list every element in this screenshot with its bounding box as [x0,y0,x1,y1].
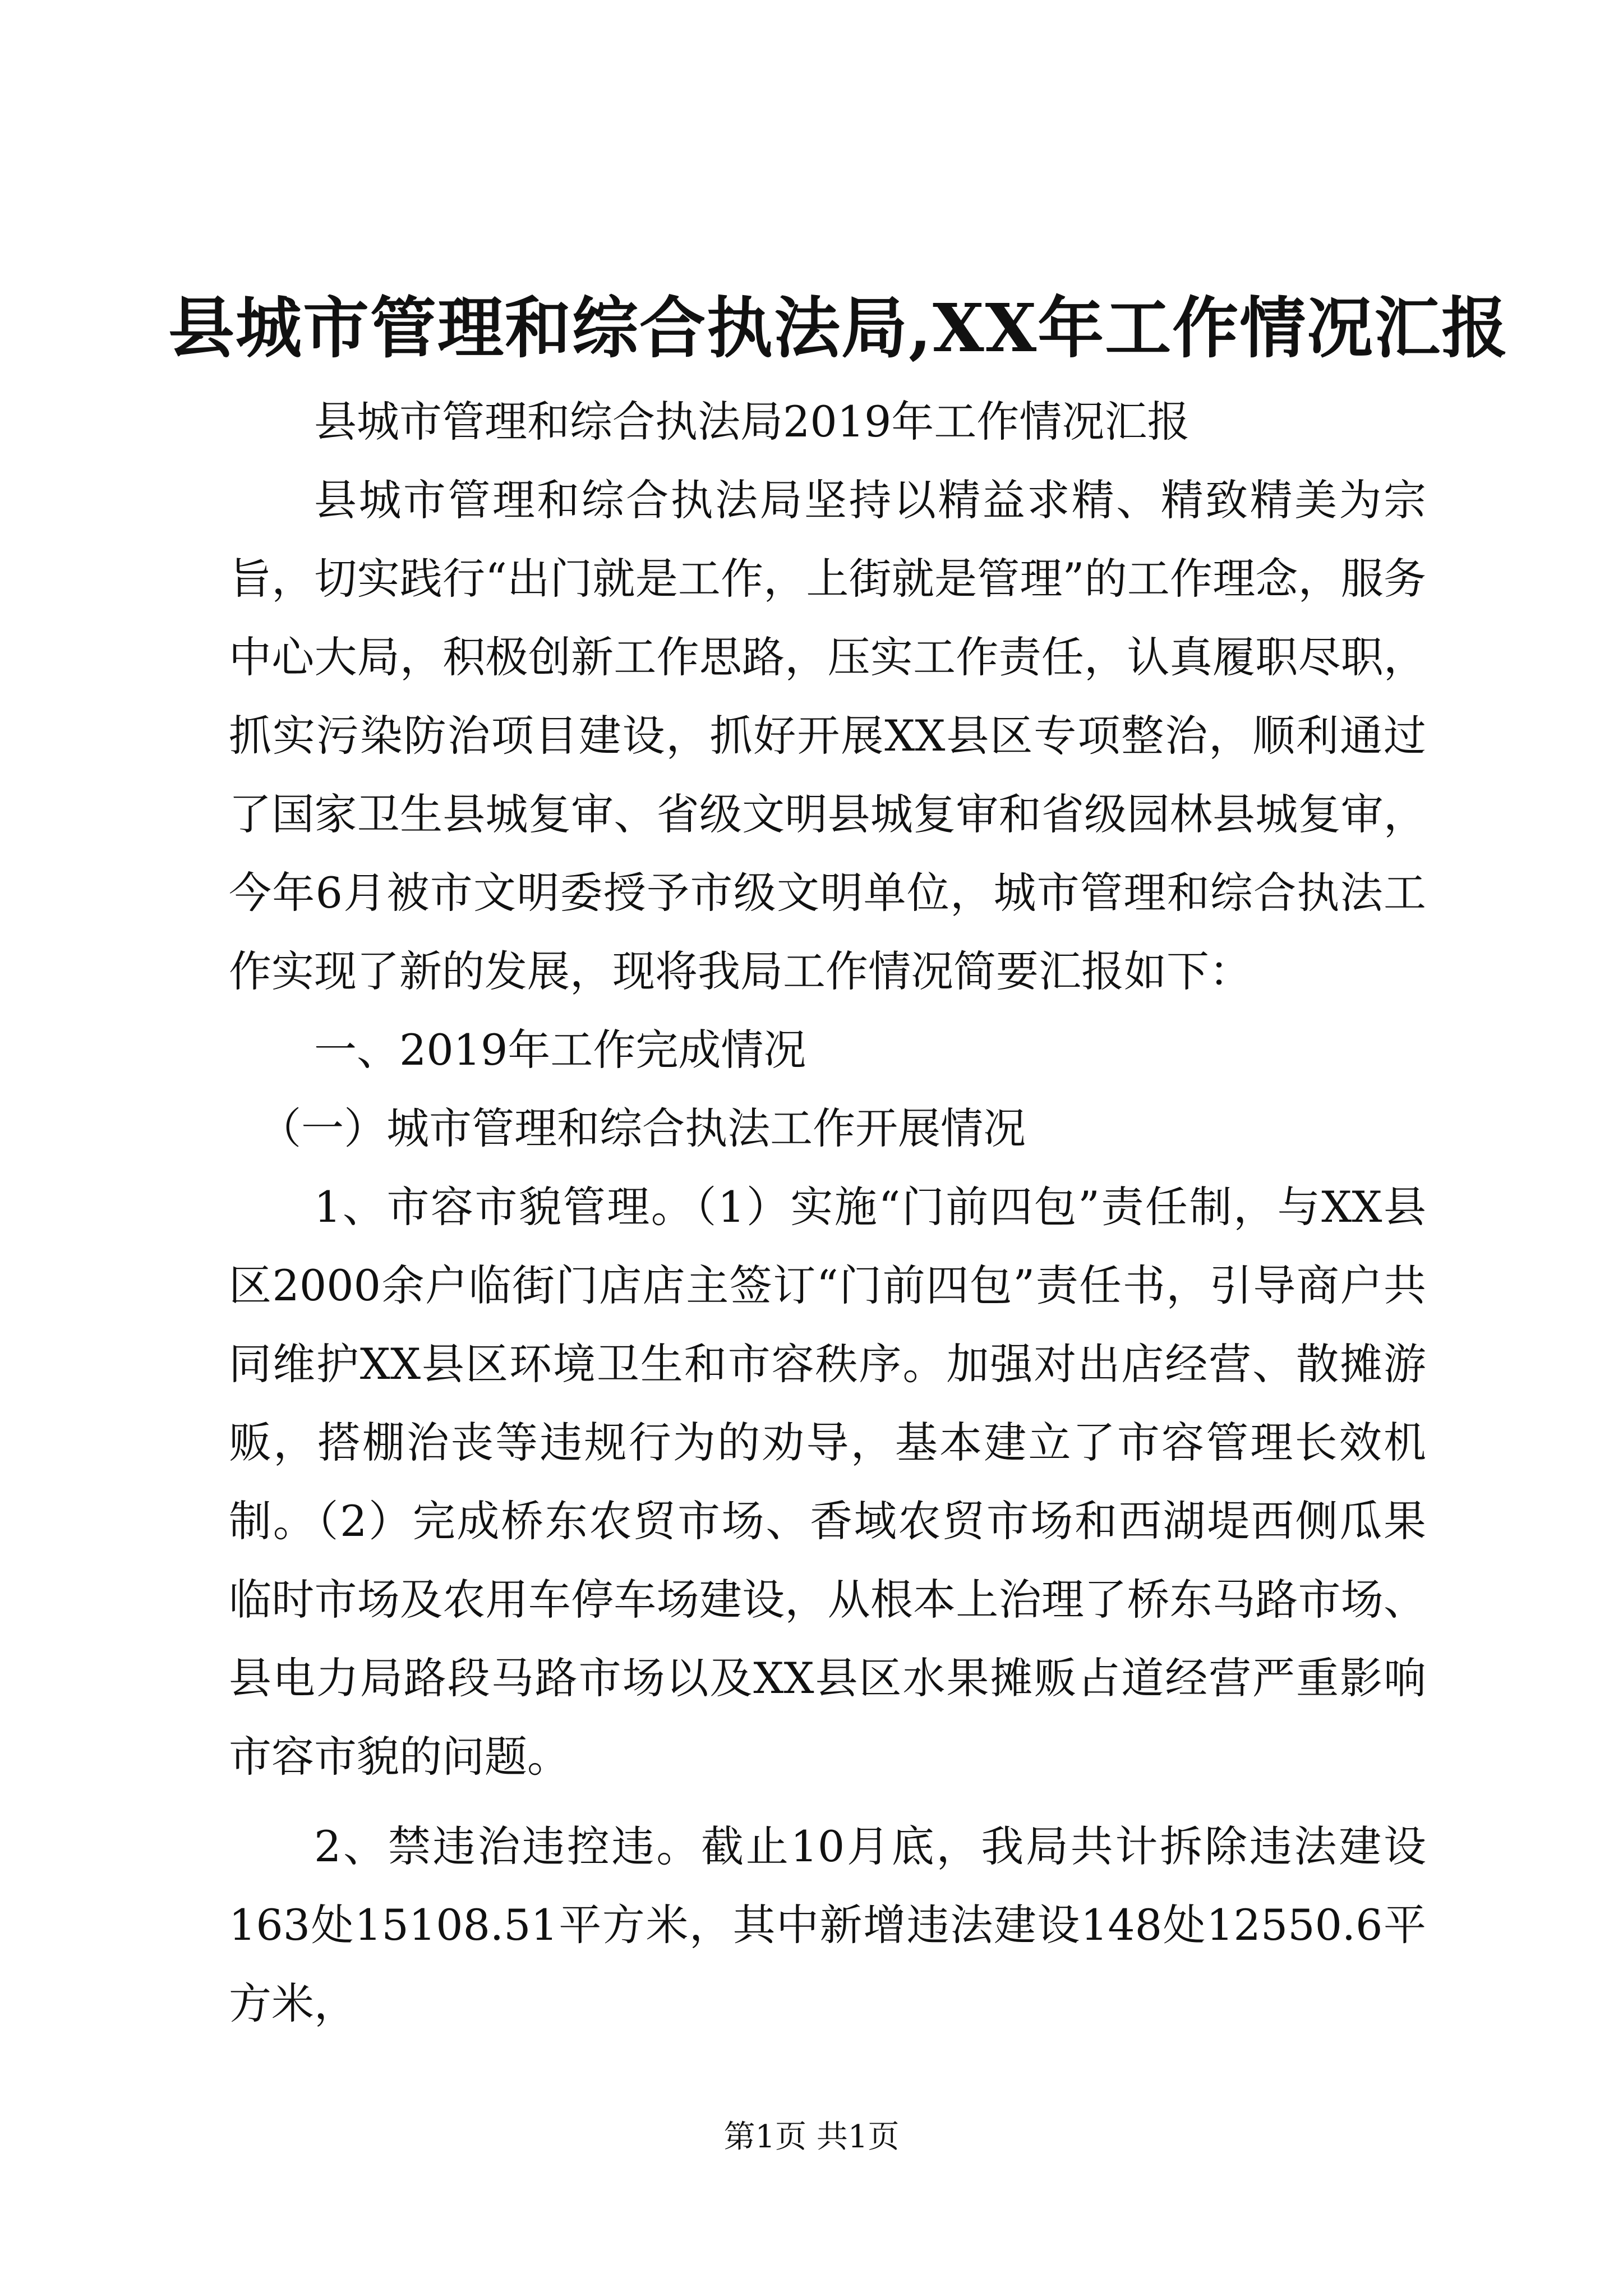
document-body [229,383,1426,2043]
subsection-heading: （一）城市管理和综合执法工作开展情况 [259,1103,1026,1153]
item-paragraph-1: 1、市容市貌管理。（1）实施“门前四包”责任制，与XX县区2000余户临街门店店主签订“门前四包”责任书，引导商户共同维护XX县区环境卫生和市容秩序。加强对出店经营、散摊游贩，搭棚治丧等违规行为的劝导，基本建立了市容管理长效机制。（2）完成桥东农贸市场、香域农贸市场和西湖堤西侧瓜果临时市场及农用车停车场建设，从根本上治理了桥东马路市场、县电力局路段马路市场以及XX县区水果摊贩占道经营严重影响市容市貌的问题。 [229,1182,1426,1782]
item-paragraph-2: 2、禁违治违控违。截止10月底，我局共计拆除违法建设163处15108.51平方米，其中新增违法建设148处12550.6平方米， [229,1821,1426,2028]
page-footer: 第1页 共1页 [723,2119,900,2155]
document-title: 县城市管理和综合执法局,XX年工作情况汇报 [168,289,1509,367]
intro-paragraph: 县城市管理和综合执法局坚持以精益求精、精致精美为宗旨，切实践行“出门就是工作，上街就是管理”的工作理念，服务中心大局，积极创新工作思路，压实工作责任，认真履职尽职，抓实污染防治项目建设，抓好开展XX县区专项整治，顺利通过了国家卫生县城复审、省级文明县城复审和省级园林县城复审，今年6月被市文明委授予市级文明单位，城市管理和综合执法工作实现了新的发展，现将我局工作情况简要汇报如下： [229,475,1426,996]
section-heading: 一、2019年工作完成情况 [314,1025,806,1075]
document-subtitle: 县城市管理和综合执法局2019年工作情况汇报 [314,397,1190,447]
